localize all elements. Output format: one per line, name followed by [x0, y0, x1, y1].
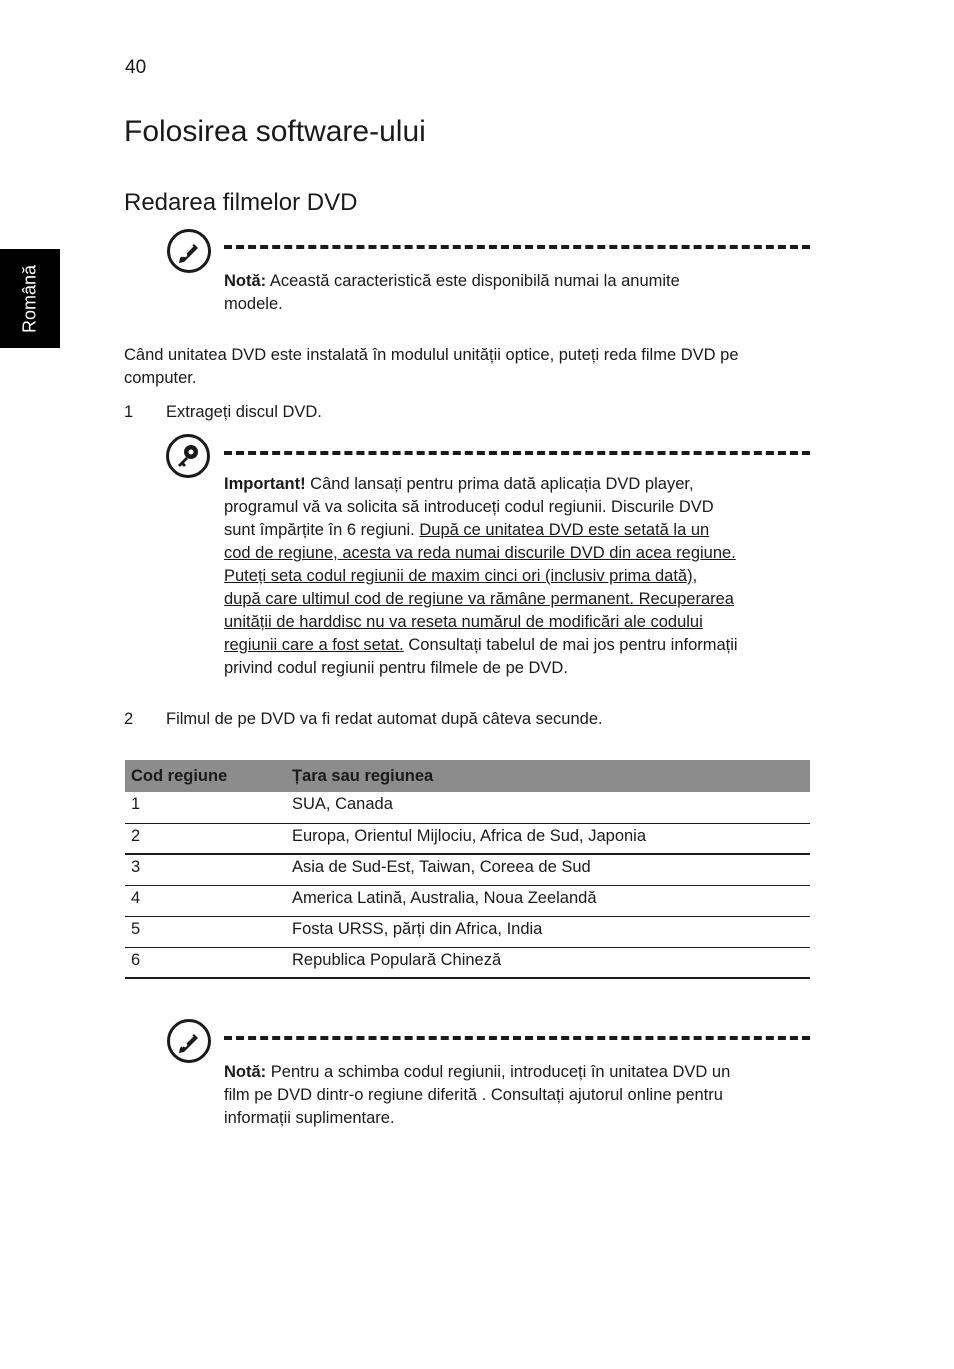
table-header-row	[125, 760, 810, 792]
table-row	[125, 947, 810, 978]
section-title: Redarea filmelor DVD	[124, 189, 358, 216]
table-cell: 6	[125, 947, 286, 978]
step-number: 1	[124, 403, 134, 421]
table-cell: 4	[125, 885, 286, 916]
language-side-tab	[0, 249, 60, 348]
table-cell: SUA, Canada	[286, 792, 810, 823]
table-cell: Asia de Sud-Est, Taiwan, Coreea de Sud	[286, 854, 810, 885]
table-cell: 5	[125, 916, 286, 947]
table-cell: 1	[125, 792, 286, 823]
important-divider	[224, 451, 810, 455]
intro-paragraph: Când unitatea DVD este instalată în modulul unității optice, puteți reda filme DVD pe computer.	[124, 346, 739, 387]
note-label: Notă:	[224, 1063, 267, 1081]
table-header-cell: Cod regiune	[125, 760, 286, 792]
important-key-icon	[166, 434, 210, 478]
table-row	[125, 823, 810, 854]
note-text: Notă: Această caracteristică este disponibilă numai la anumite modele.	[224, 272, 680, 313]
table-cell: America Latină, Australia, Noua Zeelandă	[286, 885, 810, 916]
region-code-table	[125, 760, 810, 979]
important-text: Important! Când lansați pentru prima dată aplicația DVD player, programul vă va solicita să introduceți codul regiunii. Discurile DVD sunt împărțite în 6 regiuni. După ce unitatea DVD este setată la un cod de regiune, acesta va reda numai discurile DVD din acea regiune. Puteți seta codul regiunii de maxim cinci ori (inclusiv prima dată), după care ultimul cod de regiune va rămâne permanent. Recuperarea unității de harddisc nu va reseta numărul de modificări ale codului regiunii care a fost setat. Consultați tabelul de mai jos pentru informații privind codul regiunii pentru filmele de pe DVD.	[224, 475, 738, 677]
table-row	[125, 885, 810, 916]
page-title: Folosirea software-ului	[124, 115, 426, 148]
step-text: Filmul de pe DVD va fi redat automat după câteva secunde.	[166, 710, 603, 728]
table-cell: Republica Populară Chineză	[286, 947, 810, 978]
note-pen-icon	[167, 229, 211, 273]
table-cell: 2	[125, 823, 286, 854]
language-label: Română	[19, 264, 40, 333]
table-row	[125, 916, 810, 947]
page-number: 40	[125, 57, 147, 78]
table-cell: Europa, Orientul Mijlociu, Africa de Sud, Japonia	[286, 823, 810, 854]
table-row	[125, 854, 810, 885]
table-header-cell: Țara sau regiunea	[286, 760, 810, 792]
note-divider	[224, 1036, 810, 1040]
table-row	[125, 792, 810, 823]
note-pen-icon	[167, 1019, 211, 1063]
note-divider	[224, 245, 810, 249]
important-label: Important!	[224, 475, 306, 493]
table-cell: 3	[125, 854, 286, 885]
step-number: 2	[124, 710, 134, 728]
note-text: Notă: Pentru a schimba codul regiunii, introduceți în unitatea DVD un film pe DVD dintr-o regiune diferită . Consultați ajutorul online pentru informații suplimentare.	[224, 1063, 731, 1127]
step-text: Extrageți discul DVD.	[166, 403, 322, 421]
table-cell: Fosta URSS, părți din Africa, India	[286, 916, 810, 947]
note-label: Notă:	[224, 272, 267, 290]
